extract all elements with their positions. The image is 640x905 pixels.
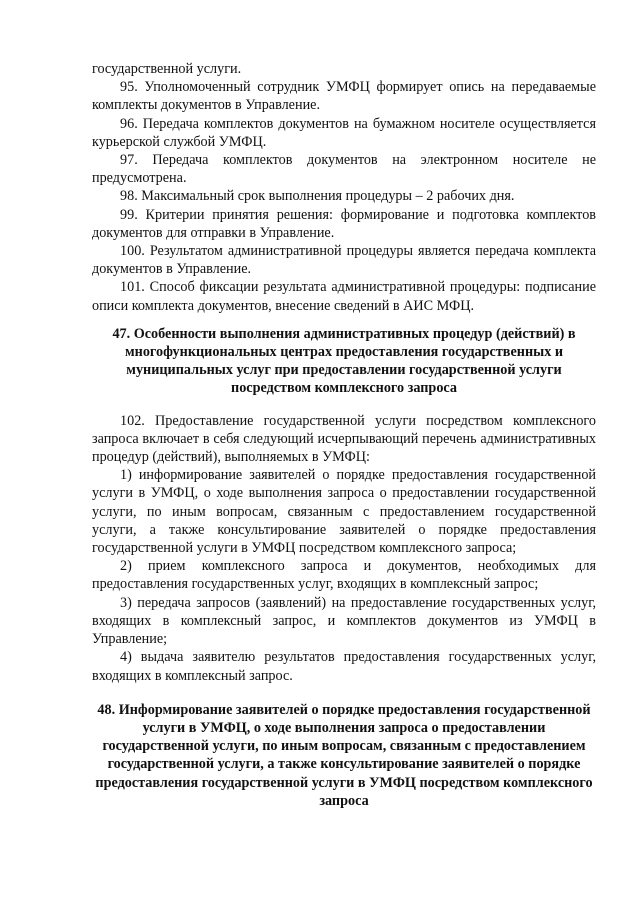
paragraph-95: 95. Уполномоченный сотрудник УМФЦ формирует опись на передаваемые комплекты документов в Управление.: [92, 79, 596, 114]
list-item-1: 1) информирование заявителей о порядке предоставления государственной услуги в УМФЦ, о ходе выполнения запроса о предоставлении государственной услуги, по иным вопросам, связанным с предоставлением государственной услуги, а также консультирование заявителей о порядке предоставления государственной услуги в УМФЦ посредством комплексного запроса;: [92, 467, 596, 557]
paragraph-99: 99. Критерии принятия решения: формирование и подготовка комплектов документов для отправки в Управление.: [92, 206, 596, 241]
paragraph-98: 98. Максимальный срок выполнения процедуры – 2 рабочих дня.: [120, 188, 515, 205]
paragraph-102: 102. Предоставление государственной услуги посредством комплексного запроса включает в себя следующий исчерпывающий перечень административных процедур (действий), выполняемых в УМФЦ:: [92, 412, 596, 466]
paragraph-continuation: государственной услуги.: [92, 61, 242, 77]
paragraph-96: 96. Передача комплектов документов на бумажном носителе осуществляется курьерской службой УМФЦ.: [92, 115, 596, 150]
list-item-3: 3) передача запросов (заявлений) на предоставление государственных услуг, входящих в комплексный запрос, и комплектов документов из УМФЦ в Управление;: [92, 594, 596, 648]
document-page: [92, 60, 596, 810]
list-item-2: 2) прием комплексного запроса и документов, необходимых для предоставления государственных услуг, входящих в комплексный запрос;: [92, 558, 596, 593]
paragraph-97: 97. Передача комплектов документов на электронном носителе не предусмотрена.: [92, 152, 596, 187]
list-item-4: 4) выдача заявителю результатов предоставления государственных услуг, входящих в комплексный запрос.: [92, 649, 596, 684]
section-47-heading: 47. Особенности выполнения административных процедур (действий) в многофункциональных центрах предоставления государственных и муниципальных услуг при предоставлении государственной услуги посредством комплексного запроса: [112, 325, 576, 397]
section-48-heading: 48. Информирование заявителей о порядке предоставления государственной услуги в УМФЦ, о ходе выполнения запроса о предоставлении государственной услуги, по иным вопросам, связанным с предоставлением государственной услуги, а также консультирование заявителей о порядке предоставления государственной услуги в УМФЦ посредством комплексного запроса: [95, 701, 593, 809]
paragraph-100: 100. Результатом административной процедуры является передача комплекта документов в Управление.: [92, 243, 596, 278]
paragraph-101: 101. Способ фиксации результата административной процедуры: подписание описи комплекта документов, внесение сведений в АИС МФЦ.: [92, 279, 596, 314]
